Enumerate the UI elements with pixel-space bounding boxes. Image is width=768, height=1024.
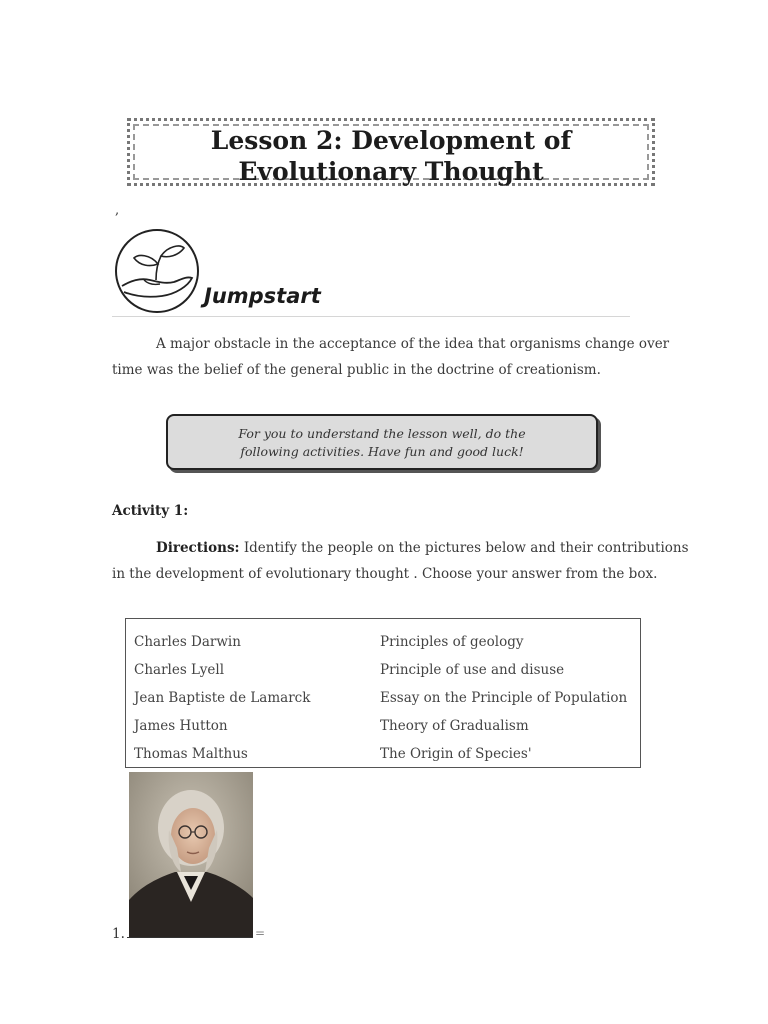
lesson-title-line2: Evolutionary Thought (238, 157, 544, 186)
answer-item-contribution: Principle of use and disuse (380, 662, 565, 678)
directions-paragraph (112, 535, 692, 587)
directions-label: Directions: (156, 540, 240, 556)
answer-item-contribution: Essay on the Principle of Population (380, 690, 628, 706)
callout-line-2: following activities. Have fun and good luck! (240, 444, 524, 459)
callout-line-1: For you to understand the lesson well, do the (238, 426, 526, 441)
instruction-callout (166, 414, 598, 470)
stray-mark: , (115, 203, 120, 218)
directions-line-2: in the development of evolutionary thought . Choose your answer from the box. (112, 566, 658, 582)
answer-item-person: James Hutton (134, 718, 228, 734)
answer-item-person: Charles Darwin (134, 634, 241, 650)
question-number: 1. (112, 926, 125, 942)
intro-line-1: A major obstacle in the acceptance of the idea that organisms change over (156, 336, 670, 352)
intro-paragraph (112, 331, 672, 383)
answer-blank-mark: = (255, 926, 266, 940)
contributions-column (380, 628, 627, 768)
answer-item-contribution: The Origin of Species' (380, 746, 532, 762)
directions-line-1 (112, 535, 692, 561)
answer-item-contribution: Theory of Gradualism (380, 718, 529, 734)
hands-holding-seedling-icon (114, 228, 200, 314)
directions-text-1: Identify the people on the pictures below and their contributions (239, 540, 689, 556)
jumpstart-heading: Jumpstart (204, 284, 321, 308)
portrait-photo (129, 772, 253, 937)
section-divider (112, 316, 630, 317)
answer-item-person: Charles Lyell (134, 662, 225, 678)
answer-choices-box (125, 618, 641, 768)
answer-item-person: Jean Baptiste de Lamarck (134, 690, 311, 706)
lesson-title (130, 125, 652, 187)
answer-item-person: Thomas Malthus (134, 746, 248, 762)
intro-line-2: time was the belief of the general public in the doctrine of creationism. (112, 362, 601, 378)
lesson-title-box (127, 118, 655, 186)
answer-blank[interactable] (127, 937, 253, 938)
answer-item-contribution: Principles of geology (380, 634, 524, 650)
people-column (134, 628, 310, 768)
activity-heading: Activity 1: (112, 503, 189, 519)
lesson-title-line1: Lesson 2: Development of (210, 126, 572, 155)
